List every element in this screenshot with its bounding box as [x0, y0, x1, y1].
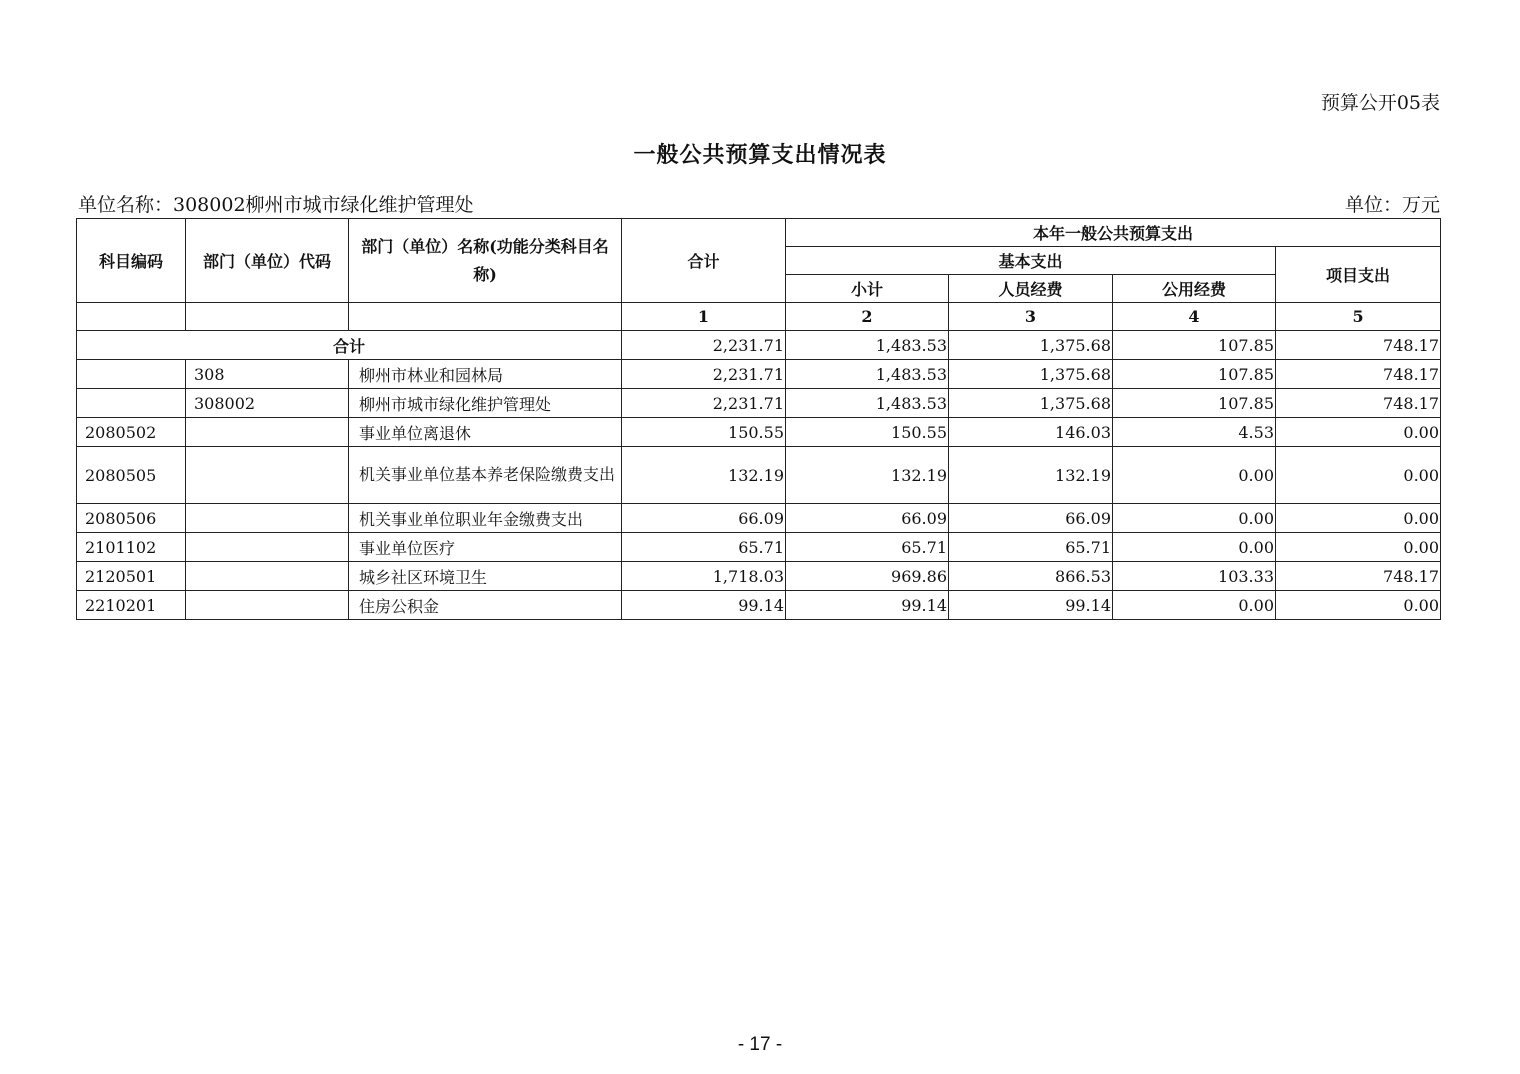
subject-code-cell: 2080506 — [77, 504, 186, 533]
header-public: 公用经费 — [1113, 275, 1276, 303]
name-cell: 柳州市林业和园林局 — [349, 360, 622, 389]
table-cell: 1,375.68 — [949, 360, 1113, 389]
table-cell: 0.00 — [1276, 447, 1441, 504]
table-cell: 748.17 — [1276, 360, 1441, 389]
table-cell: 66.09 — [622, 504, 786, 533]
table-cell: 2,231.71 — [622, 360, 786, 389]
table-cell: 0.00 — [1113, 447, 1276, 504]
subject-code-cell — [77, 389, 186, 418]
subject-code-cell: 2080502 — [77, 418, 186, 447]
table-cell: 150.55 — [622, 418, 786, 447]
name-cell: 机关事业单位职业年金缴费支出 — [349, 504, 622, 533]
header-dept-code: 部门（单位）代码 — [186, 219, 349, 303]
total-label: 合计 — [77, 331, 622, 360]
name-cell: 住房公积金 — [349, 591, 622, 620]
header-current-year: 本年一般公共预算支出 — [786, 219, 1441, 247]
dept-code-cell — [186, 562, 349, 591]
table-cell: 969.86 — [786, 562, 949, 591]
table-cell: 1,375.68 — [949, 331, 1113, 360]
table-row — [77, 533, 1441, 562]
table-cell: 146.03 — [949, 418, 1113, 447]
table-cell: 748.17 — [1276, 331, 1441, 360]
table-cell: 1,483.53 — [786, 331, 949, 360]
table-cell: 0.00 — [1113, 533, 1276, 562]
col-num-3: 3 — [949, 303, 1113, 331]
currency-unit: 单位：万元 — [1344, 194, 1440, 216]
table-cell: 2,231.71 — [622, 331, 786, 360]
table-cell: 99.14 — [786, 591, 949, 620]
table-cell: 132.19 — [949, 447, 1113, 504]
table-cell: 1,483.53 — [786, 389, 949, 418]
table-cell: 132.19 — [622, 447, 786, 504]
table-cell: 65.71 — [786, 533, 949, 562]
table-cell: 0.00 — [1113, 591, 1276, 620]
table-cell: 1,375.68 — [949, 389, 1113, 418]
name-cell: 事业单位离退休 — [349, 418, 622, 447]
page-title: 一般公共预算支出情况表 — [633, 142, 887, 168]
subject-code-cell: 2101102 — [77, 533, 186, 562]
table-cell: 1,483.53 — [786, 360, 949, 389]
table-cell: 748.17 — [1276, 389, 1441, 418]
table-cell: 0.00 — [1113, 504, 1276, 533]
table-row — [77, 562, 1441, 591]
header-subject-code: 科目编码 — [77, 219, 186, 303]
dept-code-cell — [186, 504, 349, 533]
table-row — [77, 591, 1441, 620]
table-cell: 0.00 — [1276, 418, 1441, 447]
table-cell: 0.00 — [1276, 591, 1441, 620]
subject-code-cell: 2210201 — [77, 591, 186, 620]
table-cell: 107.85 — [1113, 389, 1276, 418]
name-cell: 事业单位医疗 — [349, 533, 622, 562]
table-cell: 132.19 — [786, 447, 949, 504]
table-cell: 99.14 — [949, 591, 1113, 620]
name-cell: 柳州市城市绿化维护管理处 — [349, 389, 622, 418]
dept-code-cell — [186, 591, 349, 620]
table-cell: 65.71 — [949, 533, 1113, 562]
table-cell: 107.85 — [1113, 331, 1276, 360]
dept-code-cell — [186, 418, 349, 447]
table-cell: 65.71 — [622, 533, 786, 562]
dept-code-cell — [186, 447, 349, 504]
table-cell: 0.00 — [1276, 533, 1441, 562]
unit-name: 单位名称：308002柳州市城市绿化维护管理处 — [78, 194, 474, 216]
table-row — [77, 504, 1441, 533]
table-row — [77, 360, 1441, 389]
name-cell: 城乡社区环境卫生 — [349, 562, 622, 591]
table-row — [77, 389, 1441, 418]
col-num-2: 2 — [786, 303, 949, 331]
table-cell: 150.55 — [786, 418, 949, 447]
col-num-5: 5 — [1276, 303, 1441, 331]
subject-code-cell: 2080505 — [77, 447, 186, 504]
col-num-1: 1 — [622, 303, 786, 331]
header-project: 项目支出 — [1276, 247, 1441, 303]
table-cell: 103.33 — [1113, 562, 1276, 591]
table-cell: 0.00 — [1276, 504, 1441, 533]
total-row — [77, 331, 1441, 360]
table-row — [77, 447, 1441, 504]
table-cell: 866.53 — [949, 562, 1113, 591]
header-total: 合计 — [622, 219, 786, 303]
dept-code-cell: 308002 — [186, 389, 349, 418]
budget-table — [76, 218, 1441, 620]
dept-code-cell: 308 — [186, 360, 349, 389]
table-cell: 4.53 — [1113, 418, 1276, 447]
form-number: 预算公开05表 — [1320, 92, 1440, 114]
header-personnel: 人员经费 — [949, 275, 1113, 303]
col-num-4: 4 — [1113, 303, 1276, 331]
subject-code-cell — [77, 360, 186, 389]
table-cell: 748.17 — [1276, 562, 1441, 591]
dept-code-cell — [186, 533, 349, 562]
table-cell: 2,231.71 — [622, 389, 786, 418]
name-cell: 机关事业单位基本养老保险缴费支出 — [349, 447, 622, 504]
table-cell: 107.85 — [1113, 360, 1276, 389]
header-dept-name: 部门（单位）名称(功能分类科目名称) — [349, 219, 622, 303]
table-cell: 99.14 — [622, 591, 786, 620]
table-cell: 66.09 — [949, 504, 1113, 533]
page-number: - 17 - — [737, 1034, 783, 1055]
table-row — [77, 418, 1441, 447]
header-basic: 基本支出 — [786, 247, 1276, 275]
header-subtotal: 小计 — [786, 275, 949, 303]
table-cell: 66.09 — [786, 504, 949, 533]
table-cell: 1,718.03 — [622, 562, 786, 591]
subject-code-cell: 2120501 — [77, 562, 186, 591]
